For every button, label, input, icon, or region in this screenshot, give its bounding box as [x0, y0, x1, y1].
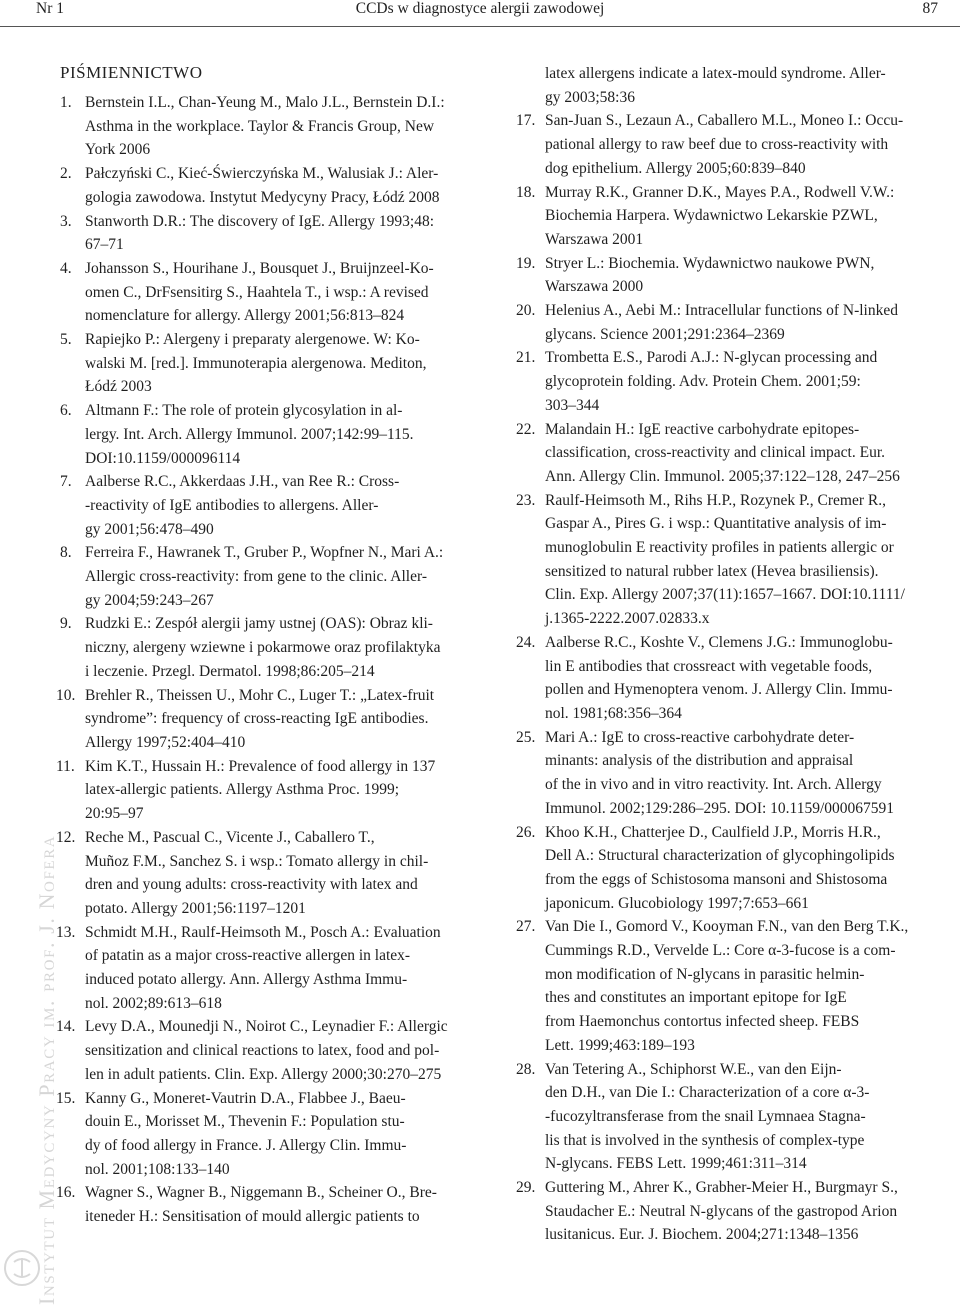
reference-line: thes and constitutes an important epitope for IgE — [545, 989, 847, 1007]
reference-line: Levy D.A., Mounedji N., Noirot C., Leynadier F.: Allergic — [85, 1018, 448, 1036]
reference-line: 303–344 — [545, 396, 600, 414]
reference-number: 14. — [56, 1018, 76, 1036]
reference-number: 10. — [56, 686, 76, 704]
reference-line: dren and young adults: cross-reactivity with latex and — [85, 876, 418, 894]
reference-line: glycoprotein folding. Adv. Protein Chem. 2001;59: — [545, 373, 861, 391]
reference-item — [56, 1015, 496, 1086]
reference-line: niczny, alergeny wziewne i pokarmowe oraz profilaktyka — [85, 639, 441, 657]
reference-line: len in adult patients. Clin. Exp. Allergy 2000;30:270–275 — [85, 1065, 442, 1083]
reference-item — [56, 921, 496, 1016]
reference-item — [56, 755, 496, 826]
reference-line: Cummings R.D., Vervelde L.: Core α-3-fucose is a com- — [545, 942, 896, 960]
reference-line: nomenclature for allergy. Allergy 2001;56:813–824 — [85, 307, 405, 325]
reference-line: i leczenie. Przegl. Dermatol. 1998;86:205–214 — [85, 662, 375, 680]
section-title: PIŚMIENNICTWO — [60, 63, 203, 82]
reference-line: Trombetta E.S., Parodi A.J.: N-glycan processing and — [545, 349, 878, 367]
reference-line: Brehler R., Theissen U., Mohr C., Luger T.: „Latex-fruit — [85, 686, 435, 704]
reference-line: Rapiejko P.: Alergeny i preparaty alergenowe. W: Ko- — [85, 331, 420, 349]
reference-line: San-Juan S., Lezaun A., Caballero M.L., Moneo I.: Occu- — [545, 112, 904, 130]
reference-line: Aalberse R.C., Akkerdaas J.H., van Ree R.: Cross- — [85, 473, 400, 491]
reference-line: Lett. 1999;463:189–193 — [545, 1036, 695, 1054]
reference-line: Warszawa 2000 — [545, 278, 644, 296]
reference-line: Aalberse R.C., Koshte V., Clemens J.G.: Immunoglobu- — [545, 633, 893, 651]
reference-line: lergy. Int. Arch. Allergy Immunol. 2007;142:99–115. — [85, 425, 414, 443]
reference-line: nol. 2001;108:133–140 — [85, 1160, 230, 1178]
reference-line: potato. Allergy 2001;56:1197–1201 — [85, 899, 306, 917]
reference-item — [56, 1087, 496, 1182]
reference-line: Gaspar A., Pires G. i wsp.: Quantitative analysis of im- — [545, 515, 887, 533]
reference-item — [56, 684, 496, 755]
reference-line: of the in vivo and in vitro reactivity. Int. Arch. Allergy — [545, 776, 882, 794]
reference-number: 27. — [516, 918, 536, 936]
reference-line: -reactivity of IgE antibodies to allergens. Aller- — [85, 496, 379, 514]
reference-item — [62, 162, 496, 209]
reference-item — [62, 470, 496, 541]
reference-line: from Haemonchus contortus infected sheep. FEBS — [545, 1013, 860, 1031]
reference-number: 6. — [60, 402, 72, 420]
page-number: 87 — [922, 0, 938, 17]
reference-item — [516, 489, 958, 631]
institute-watermark: Instytut Medycyny Pracy im. prof. J. Nofera — [34, 834, 59, 1305]
reference-item — [516, 299, 958, 346]
reference-line: gy 2001;56:478–490 — [85, 520, 214, 538]
reference-line: Schmidt M.H., Raulf-Heimsoth M., Posch A.: Evaluation — [85, 923, 441, 941]
reference-line: Allergy 1997;52:404–410 — [85, 733, 246, 751]
reference-line: nol. 2002;89:613–618 — [85, 994, 222, 1012]
reference-line: Raulf-Heimsoth M., Rihs H.P., Rozynek P., Cremer R., — [545, 491, 886, 509]
institute-logo-icon — [2, 1248, 42, 1288]
continuation-line: gy 2003;58:36 — [545, 88, 635, 106]
reference-line: 67–71 — [85, 236, 124, 254]
reference-line: Ferreira F., Hawranek T., Gruber P., Wopfner N., Mari A.: — [85, 544, 444, 562]
reference-number: 11. — [56, 757, 75, 775]
reference-item — [62, 257, 496, 328]
reference-line: from the eggs of Schistosoma mansoni and Shistosoma — [545, 870, 888, 888]
reference-number: 19. — [516, 254, 536, 272]
reference-item — [56, 1181, 496, 1228]
reference-line: sensitized to natural rubber latex (Hevea brasiliensis). — [545, 562, 879, 580]
reference-line: Johansson S., Hourihane J., Bousquet J., Bruijnzeel-Ko- — [85, 259, 434, 277]
reference-number: 22. — [516, 420, 536, 438]
reference-list-right — [516, 109, 958, 1247]
reference-item — [516, 346, 958, 417]
reference-line: N-glycans. FEBS Lett. 1999;461:311–314 — [545, 1155, 807, 1173]
reference-line: minants: analysis of the distribution and appraisal — [545, 752, 854, 770]
reference-number: 1. — [60, 94, 72, 111]
reference-number: 5. — [60, 331, 72, 349]
reference-line: pational allergy to raw beef due to cross-reactivity with — [545, 136, 889, 154]
reference-line: lin E antibodies that crossreact with vegetable foods, — [545, 657, 873, 675]
reference-item — [516, 631, 958, 726]
reference-line: douin E., Morisset M., Thevenin F.: Population stu- — [85, 1113, 405, 1131]
reference-number: 21. — [516, 349, 536, 367]
reference-line: Asthma in the workplace. Taylor & Francis Group, New — [85, 117, 435, 135]
reference-number: 9. — [60, 615, 72, 633]
reference-line: Clin. Exp. Allergy 2007;37(11):1657–1667. DOI:10.1111/ — [545, 586, 905, 604]
reference-line: Muñoz F.M., Sanchez S. i wsp.: Tomato allergy in chil- — [85, 852, 429, 870]
reference-number: 28. — [516, 1060, 536, 1078]
reference-line: gologia zawodowa. Instytut Medycyny Pracy, Łódź 2008 — [85, 188, 440, 206]
reference-line: -fucozyltransferase from the snail Lymnaea Stagna- — [545, 1107, 866, 1125]
reference-line: sensitization and clinical reactions to latex, food and pol- — [85, 1042, 440, 1060]
reference-item — [516, 1058, 958, 1177]
reference-line: Warszawa 2001 — [545, 230, 644, 248]
reference-item — [62, 91, 496, 162]
reference-line: japonicum. Glucobiology 1997;7:653–661 — [545, 894, 809, 912]
issue-number: Nr 1 — [36, 0, 64, 17]
continuation-line: latex allergens indicate a latex-mould syndrome. Aller- — [545, 65, 886, 82]
reference-line: j.1365-2222.2007.02833.x — [545, 610, 710, 628]
reference-item — [62, 328, 496, 399]
reference-item — [516, 181, 958, 252]
left-column — [56, 62, 496, 1229]
reference-line: den D.H., van Die I.: Characterization of a core α-3- — [545, 1084, 870, 1102]
reference-number: 7. — [60, 473, 72, 491]
reference-item — [516, 915, 958, 1057]
reference-number: 24. — [516, 633, 536, 651]
reference-line: Altmann F.: The role of protein glycosylation in al- — [85, 402, 403, 420]
reference-item — [62, 541, 496, 612]
reference-number: 23. — [516, 491, 536, 509]
reference-number: 25. — [516, 728, 536, 746]
reference-line: 20:95–97 — [85, 805, 144, 823]
reference-list-left — [56, 91, 496, 1229]
reference-item — [516, 109, 958, 180]
reference-line: Khoo K.H., Chatterjee D., Caulfield J.P., Morris H.R., — [545, 823, 881, 841]
reference-item — [516, 252, 958, 299]
reference-line: munoglobulin E reactivity profiles in patients allergic or — [545, 539, 894, 557]
reference-item — [516, 821, 958, 916]
reference-number: 12. — [56, 828, 76, 846]
reference-line: Guttering M., Ahrer K., Grabher-Meier H., Burgmayr S., — [545, 1179, 898, 1197]
reference-item — [516, 418, 958, 489]
reference-line: Pałczyński C., Kieć-Świerczyńska M., Walusiak J.: Aler- — [85, 165, 439, 183]
reference-item — [62, 210, 496, 257]
header-rule — [0, 26, 960, 27]
reference-line: walski M. [red.]. Immunoterapia alergenowa. Mediton, — [85, 354, 427, 372]
reference-item — [62, 399, 496, 470]
reference-line: Łódź 2003 — [85, 378, 152, 396]
reference-line: Kanny G., Moneret-Vautrin D.A., Flabbee J., Baeu- — [85, 1089, 406, 1107]
reference-line: Kim K.T., Hussain H.: Prevalence of food allergy in 137 — [85, 757, 436, 775]
reference-number: 2. — [60, 165, 72, 183]
reference-line: DOI:10.1159/000096114 — [85, 449, 241, 467]
reference-item — [56, 826, 496, 921]
reference-line: Biochemia Harpera. Wydawnictwo Lekarskie PZWL, — [545, 207, 878, 225]
reference-line: Bernstein I.L., Chan-Yeung M., Malo J.L., Bernstein D.I.: — [85, 94, 445, 111]
reference-line: mon modification of N-glycans in parasitic helmin- — [545, 965, 865, 983]
reference-line: Murray R.K., Granner D.K., Mayes P.A., Rodwell V.W.: — [545, 183, 895, 201]
reference-line: York 2006 — [85, 141, 151, 159]
reference-line: Allergic cross-reactivity: from gene to the clinic. Aller- — [85, 568, 428, 586]
reference-number: 16. — [56, 1184, 76, 1202]
reference-line: omen C., DrFsensitirg S., Haahtela T., i wsp.: A revised — [85, 283, 429, 301]
reference-line: Wagner S., Wagner B., Niggemann B., Scheiner O., Bre- — [85, 1184, 437, 1202]
reference-line: lusitanicus. Eur. J. Biochem. 2004;271:1348–1356 — [545, 1226, 859, 1244]
reference-number: 3. — [60, 212, 72, 230]
reference-number: 29. — [516, 1179, 536, 1197]
right-column — [516, 62, 958, 1247]
reference-number: 26. — [516, 823, 536, 841]
reference-line: Staudacher E.: Neutral N-glycans of the gastropod Arion — [545, 1202, 898, 1220]
reference-item — [516, 726, 958, 821]
reference-number: 13. — [56, 923, 76, 941]
reference-line: Helenius A., Aebi M.: Intracellular functions of N-linked — [545, 302, 898, 320]
reference-line: Immunol. 2002;129:286–295. DOI: 10.1159/000067591 — [545, 799, 895, 817]
reference-line: Malandain H.: IgE reactive carbohydrate epitopes- — [545, 420, 860, 438]
reference-line: dog epithelium. Allergy 2005;60:839–840 — [545, 159, 806, 177]
reference-number: 17. — [516, 112, 536, 130]
reference-line: Ann. Allergy Clin. Immunol. 2005;37:122–128, 247–256 — [545, 467, 900, 485]
reference-line: dy of food allergy in France. J. Allergy Clin. Immu- — [85, 1136, 407, 1154]
reference-16-continuation — [522, 62, 958, 109]
reference-line: nol. 1981;68:356–364 — [545, 704, 682, 722]
reference-line: syndrome”: frequency of cross-reacting IgE antibodies. — [85, 710, 429, 728]
reference-line: gy 2004;59:243–267 — [85, 591, 214, 609]
reference-item — [516, 1176, 958, 1247]
reference-item — [62, 612, 496, 683]
running-title: CCDs w diagnostyce alergii zawodowej — [355, 0, 605, 17]
reference-line: Van Die I., Gomord V., Kooyman F.N., van den Berg T.K., — [545, 918, 909, 936]
reference-number: 15. — [56, 1089, 76, 1107]
reference-line: classification, cross-reactivity and clinical impact. Eur. — [545, 444, 886, 462]
reference-line: induced potato allergy. Ann. Allergy Asthma Immu- — [85, 971, 408, 989]
reference-number: 8. — [60, 544, 72, 562]
reference-line: Mari A.: IgE to cross-reactive carbohydrate deter- — [545, 728, 855, 746]
reference-line: Reche M., Pascual C., Vicente J., Caballero T., — [85, 828, 375, 846]
reference-line: Dell A.: Structural characterization of glycophingolipids — [545, 847, 895, 865]
reference-line: pollen and Hymenoptera venom. J. Allergy Clin. Immu- — [545, 681, 893, 699]
reference-line: latex-allergic patients. Allergy Asthma Proc. 1999; — [85, 781, 400, 799]
reference-line: iteneder H.: Sensitisation of mould allergic patients to — [85, 1208, 420, 1226]
reference-number: 18. — [516, 183, 536, 201]
reference-line: Van Tetering A., Schiphorst W.E., van den Eijn- — [545, 1060, 842, 1078]
reference-line: Stryer L.: Biochemia. Wydawnictwo naukowe PWN, — [545, 254, 875, 272]
reference-line: Stanworth D.R.: The discovery of IgE. Allergy 1993;48: — [85, 212, 434, 230]
reference-line: glycans. Science 2001;291:2364–2369 — [545, 325, 785, 343]
reference-number: 4. — [60, 259, 72, 277]
reference-line: of patatin as a major cross-reactive allergen in latex- — [85, 947, 411, 965]
reference-line: Rudzki E.: Zespół alergii jamy ustnej (OAS): Obraz kli- — [85, 615, 433, 633]
reference-number: 20. — [516, 302, 536, 320]
reference-line: lis that is involved in the synthesis of complex-type — [545, 1131, 865, 1149]
